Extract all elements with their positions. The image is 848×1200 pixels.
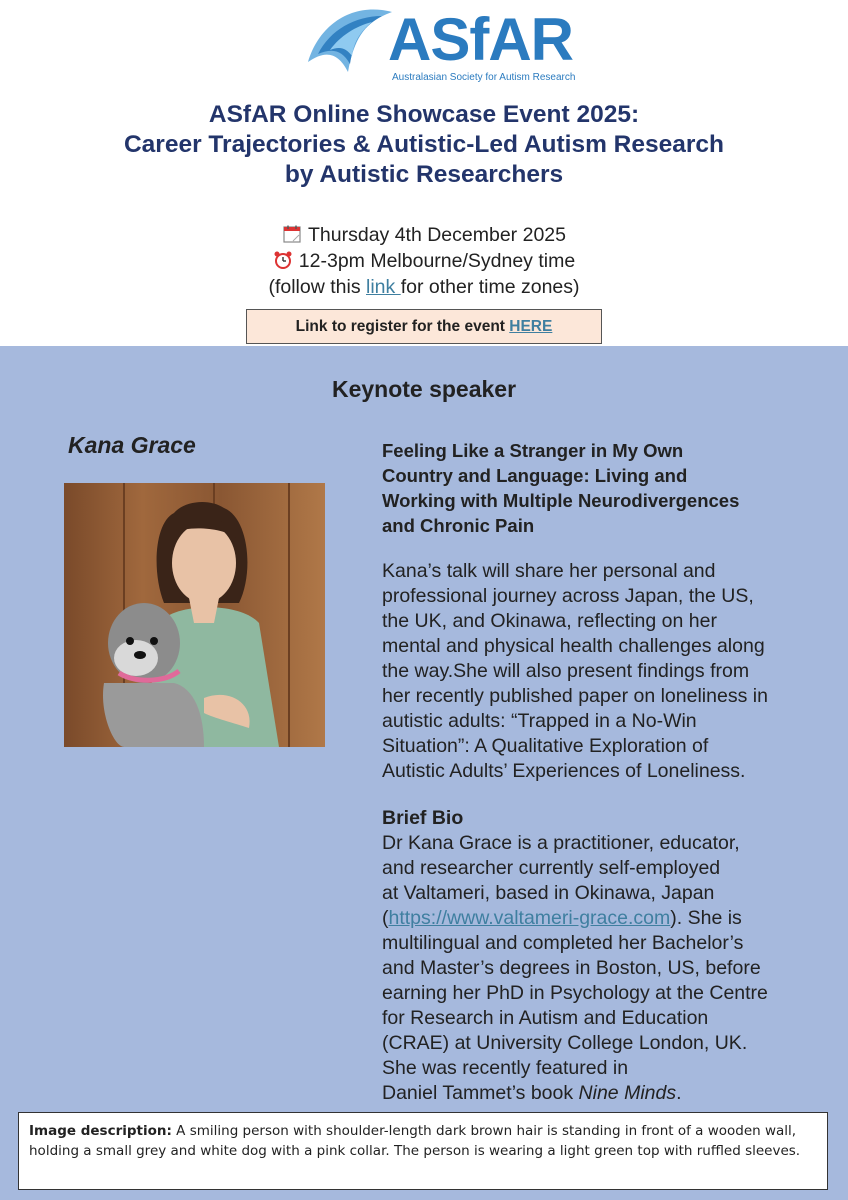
talk-title-line: Working with Multiple Neurodivergences	[382, 490, 740, 511]
timezone-note	[0, 274, 848, 300]
image-description-label: Image description:	[29, 1123, 172, 1139]
title-line-3: by Autistic Researchers	[284, 161, 564, 188]
register-box	[246, 309, 602, 344]
talk-title-line: Country and Language: Living and	[382, 465, 688, 486]
talk-title	[382, 438, 822, 538]
bio-paren: (	[382, 907, 389, 929]
bio-line: at Valtameri, based in Okinawa, Japan	[382, 882, 715, 904]
bio-line: earning her PhD in Psychology at the Centre	[382, 982, 768, 1004]
title-line-1: ASfAR Online Showcase Event 2025:	[208, 101, 640, 128]
logo-subtitle: Australasian Society for Autism Research	[392, 72, 576, 83]
timezone-suffix: for other time zones)	[400, 276, 580, 298]
alarm-clock-icon	[273, 250, 293, 270]
calendar-icon	[282, 224, 302, 244]
bio-line: (CRAE) at University College London, UK.	[382, 1032, 748, 1054]
talk-description	[382, 559, 822, 784]
bio-book-prefix: Daniel Tammet’s book	[382, 1082, 579, 1104]
bio-line-rest: ). She is	[670, 907, 742, 929]
bio-text	[382, 831, 822, 1106]
event-date: Thursday 4th December 2025	[308, 224, 566, 246]
timezone-link[interactable]: link	[366, 276, 401, 298]
title-line-2: Career Trajectories & Autistic-Led Autism Research	[123, 131, 724, 158]
event-time: 12-3pm Melbourne/Sydney time	[298, 250, 576, 272]
image-description-box	[18, 1112, 828, 1190]
header	[0, 0, 848, 346]
bio-line: Dr Kana Grace is a practitioner, educator,	[382, 832, 740, 854]
talk-desc-line: Situation”: A Qualitative Exploration of	[382, 735, 709, 757]
image-description-text: A smiling person with shoulder-length dark brown hair is standing in front of a wooden wall, holding a small grey and white dog with a pink collar. The person is wearing a light green top with ruffled sleeves.	[29, 1123, 801, 1159]
talk-desc-line: autistic adults: “Trapped in a No-Win	[382, 710, 697, 732]
logo-swirl-icon	[300, 2, 400, 82]
talk-desc-line: the way.She will also present findings from	[382, 660, 750, 682]
speaker-photo	[64, 483, 325, 747]
event-date-row	[0, 222, 848, 248]
bio-line: multilingual and completed her Bachelor’s	[382, 932, 744, 954]
bio-heading: Brief Bio	[382, 807, 464, 829]
book-title: Nine Minds	[578, 1082, 677, 1104]
website-link[interactable]: https://www.valtameri-grace.com	[388, 907, 671, 929]
talk-title-line: and Chronic Pain	[382, 515, 535, 536]
speaker-name: Kana Grace	[68, 432, 196, 458]
talk-desc-line: Autistic Adults’ Experiences of Loneliness.	[382, 760, 746, 782]
event-info	[0, 222, 848, 300]
talk-desc-line: mental and physical health challenges along	[382, 635, 765, 657]
register-link[interactable]: HERE	[509, 318, 553, 335]
bio-line: for Research in Autism and Education	[382, 1007, 709, 1029]
bio-line: She was recently featured in	[382, 1057, 629, 1079]
bio-line: and researcher currently self-employed	[382, 857, 721, 879]
bio-line	[382, 1081, 822, 1106]
timezone-prefix: (follow this	[268, 276, 366, 298]
talk-desc-line: her recently published paper on loneliness in	[382, 685, 768, 707]
talk-desc-line: professional journey across Japan, the US,	[382, 585, 754, 607]
register-text: Link to register for the event	[295, 318, 510, 335]
keynote-heading: Keynote speaker	[331, 376, 517, 402]
talk-desc-line: the UK, and Okinawa, reflecting on her	[382, 610, 717, 632]
bio-end: .	[676, 1082, 682, 1104]
asfar-logo	[300, 2, 576, 90]
bio-line: and Master’s degrees in Boston, US, before	[382, 957, 761, 979]
event-time-row	[0, 248, 848, 274]
bio-line	[382, 906, 822, 931]
keynote-section	[0, 346, 848, 1200]
talk-desc-line: Kana’s talk will share her personal and	[382, 560, 716, 582]
page-title	[0, 100, 848, 190]
talk-title-line: Feeling Like a Stranger in My Own	[382, 440, 684, 461]
logo-wordmark: ASfAR	[388, 6, 573, 73]
